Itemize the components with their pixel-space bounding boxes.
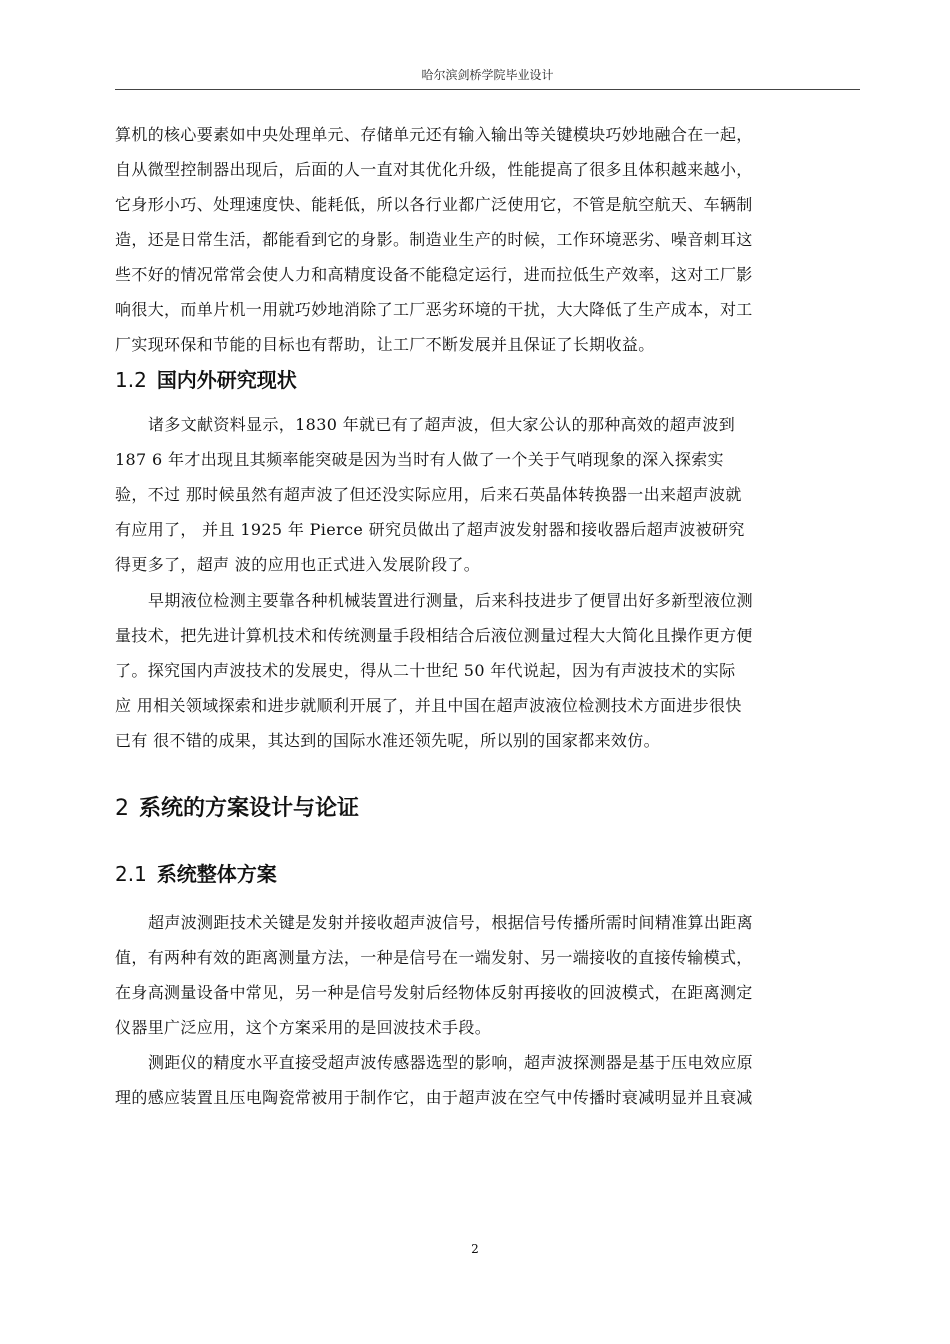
text-line: 早期液位检测主要靠各种机械装置进行测量，后来科技进步了便冒出好多新型液位测 bbox=[148, 591, 753, 610]
text-line: 验，不过 那时候虽然有超声波了但还没实际应用，后来石英晶体转换器一出来超声波就 bbox=[115, 485, 742, 504]
text-line: 量技术，把先进计算机技术和传统测量手段相结合后液位测量过程大大简化且操作更方便 bbox=[115, 626, 753, 645]
section-number: 1.2 bbox=[115, 368, 147, 392]
text-line: 造，还是日常生活，都能看到它的身影。制造业生产的时候，工作环境恶劣、噪音刺耳这 bbox=[115, 230, 753, 249]
text-line: 厂实现环保和节能的目标也有帮助，让工厂不断发展并且保证了长期收益。 bbox=[115, 335, 655, 354]
text-line: 超声波测距技术关键是发射并接收超声波信号，根据信号传播所需时间精准算出距离 bbox=[148, 913, 753, 932]
text-line: 些不好的情况常常会使人力和高精度设备不能稳定运行，进而拉低生产效率，这对工厂影 bbox=[115, 265, 753, 284]
text-line: 算机的核心要素如中央处理单元、存储单元还有输入输出等关键模块巧妙地融合在一起， bbox=[115, 125, 753, 144]
paragraph-intro-continued bbox=[115, 117, 860, 362]
text-line: 测距仪的精度水平直接受超声波传感器选型的影响，超声波探测器是基于压电效应原 bbox=[148, 1053, 753, 1072]
paragraph-overall-scheme bbox=[115, 905, 860, 1045]
header-rule bbox=[115, 89, 860, 90]
text-line: 了。探究国内声波技术的发展史，得从二十世纪 50 年代说起，因为有声波技术的实际 bbox=[115, 661, 736, 680]
paragraph-research-history bbox=[115, 407, 860, 582]
section-heading-2-1 bbox=[115, 858, 277, 887]
running-header: 哈尔滨剑桥学院毕业设计 bbox=[421, 68, 554, 82]
text-line: 得更多了，超声 波的应用也正式进入发展阶段了。 bbox=[115, 555, 481, 574]
section-number: 2.1 bbox=[115, 862, 147, 886]
section-title: 系统整体方案 bbox=[156, 862, 277, 886]
chapter-number: 2 bbox=[115, 796, 129, 821]
paragraph-sensor-selection bbox=[115, 1045, 860, 1115]
text-line: 已有 很不错的成果，其达到的国际水准还领先呢，所以别的国家都来效仿。 bbox=[115, 731, 660, 750]
text-line: 在身高测量设备中常见，另一种是信号发射后经物体反射再接收的回波模式，在距离测定 bbox=[115, 983, 753, 1002]
text-line: 响很大，而单片机一用就巧妙地消除了工厂恶劣环境的干扰，大大降低了生产成本，对工 bbox=[115, 300, 753, 319]
text-line: 它身形小巧、处理速度快、能耗低，所以各行业都广泛使用它，不管是航空航天、车辆制 bbox=[115, 195, 753, 214]
chapter-title: 系统的方案设计与论证 bbox=[139, 796, 360, 821]
text-line: 187 6 年才出现且其频率能突破是因为当时有人做了一个关于气哨现象的深入探索实 bbox=[115, 450, 724, 469]
text-line: 自从微型控制器出现后，后面的人一直对其优化升级，性能提高了很多且体积越来越小， bbox=[115, 160, 753, 179]
text-line: 理的感应装置且压电陶瓷常被用于制作它，由于超声波在空气中传播时衰减明显并且衰减 bbox=[115, 1088, 753, 1107]
section-heading-1-2 bbox=[115, 364, 297, 393]
page-number: 2 bbox=[471, 1242, 479, 1256]
paragraph-domestic-status bbox=[115, 583, 860, 758]
text-line: 有应用了， 并且 1925 年 Pierce 研究员做出了超声波发射器和接收器后超声波被研究 bbox=[115, 520, 745, 539]
chapter-heading-2 bbox=[115, 791, 359, 822]
section-title: 国内外研究现状 bbox=[156, 368, 297, 392]
text-line: 仪器里广泛应用，这个方案采用的是回波技术手段。 bbox=[115, 1018, 492, 1037]
text-line: 值，有两种有效的距离测量方法，一种是信号在一端发射、另一端接收的直接传输模式， bbox=[115, 948, 753, 967]
text-line: 诸多文献资料显示，1830 年就已有了超声波，但大家公认的那种高效的超声波到 bbox=[148, 415, 736, 434]
text-line: 应 用相关领域探索和进步就顺利开展了，并且中国在超声波液位检测技术方面进步很快 bbox=[115, 696, 742, 715]
